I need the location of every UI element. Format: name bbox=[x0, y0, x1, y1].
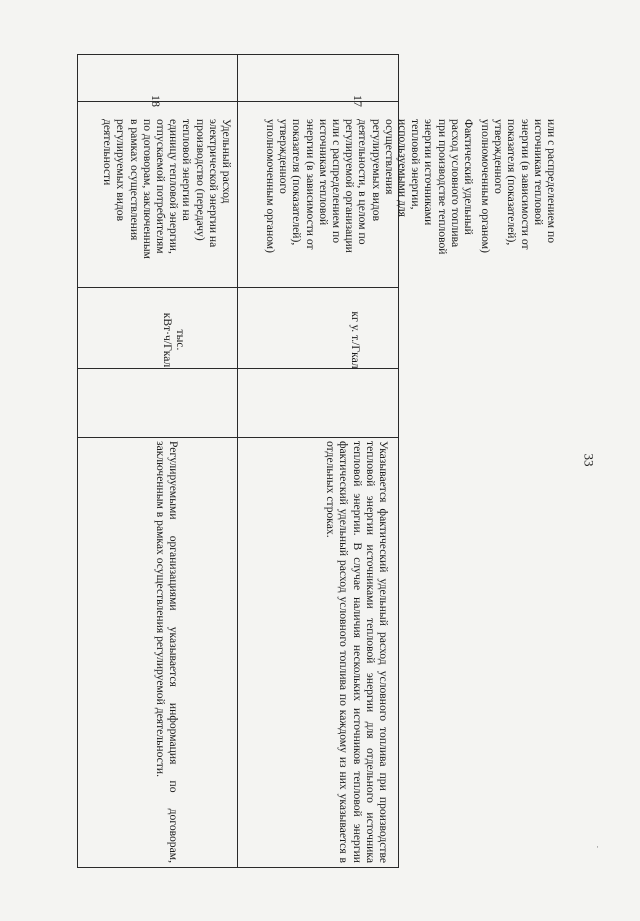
row-unit-17: кг у. т./Гкал bbox=[349, 311, 362, 369]
row-description-17: Указывается фактический удельный расход условного топлива при производстве тепловой энергии источниками тепловой энергии для отдельного источника тепловой энергии. В случае наличия нескольких источников тепловой энергии фактический удельный расход условного топлива по каждому из них указывается в отдельных строках. bbox=[324, 441, 390, 863]
document-table bbox=[77, 54, 558, 868]
row-name-17: Фактический удельный расход условного топлива при производстве тепловой энергии источниками тепловой энергии, используемыми для осуществления регулируемых видов деятельности, в целом по регулируемой организации или с распределением по источникам тепловой энергии (в зависимости от показателя (показателей), утвержденного уполномоченным органом) bbox=[263, 119, 475, 255]
row-divider bbox=[237, 55, 238, 867]
row-name-continued: или с распределением по источникам тепловой энергии (в зависимости от показателя (показателей), утвержденного уполномоченным органом) bbox=[478, 119, 558, 253]
column-divider bbox=[78, 437, 398, 438]
page-number: 33 bbox=[581, 453, 597, 467]
row-number-18: 18 bbox=[149, 95, 163, 107]
row-description-18: Регулируемыми организациями указывается информация по договорам, заключенным в рамках осуществления регулируемой деятельности. bbox=[153, 441, 180, 863]
scan-mark: · bbox=[596, 842, 599, 852]
row-name-18: Удельный расход электрической энергии на производство (передачу) тепловой энергии на единицу тепловой энергии, отпускаемой потребителям по договорам, заключенным в рамках осуществления регулируемых видов деятельности bbox=[101, 119, 233, 260]
row-number-17: 17 bbox=[351, 95, 365, 107]
row-unit-18: тыс. кВт·ч/Гкал bbox=[160, 312, 187, 368]
